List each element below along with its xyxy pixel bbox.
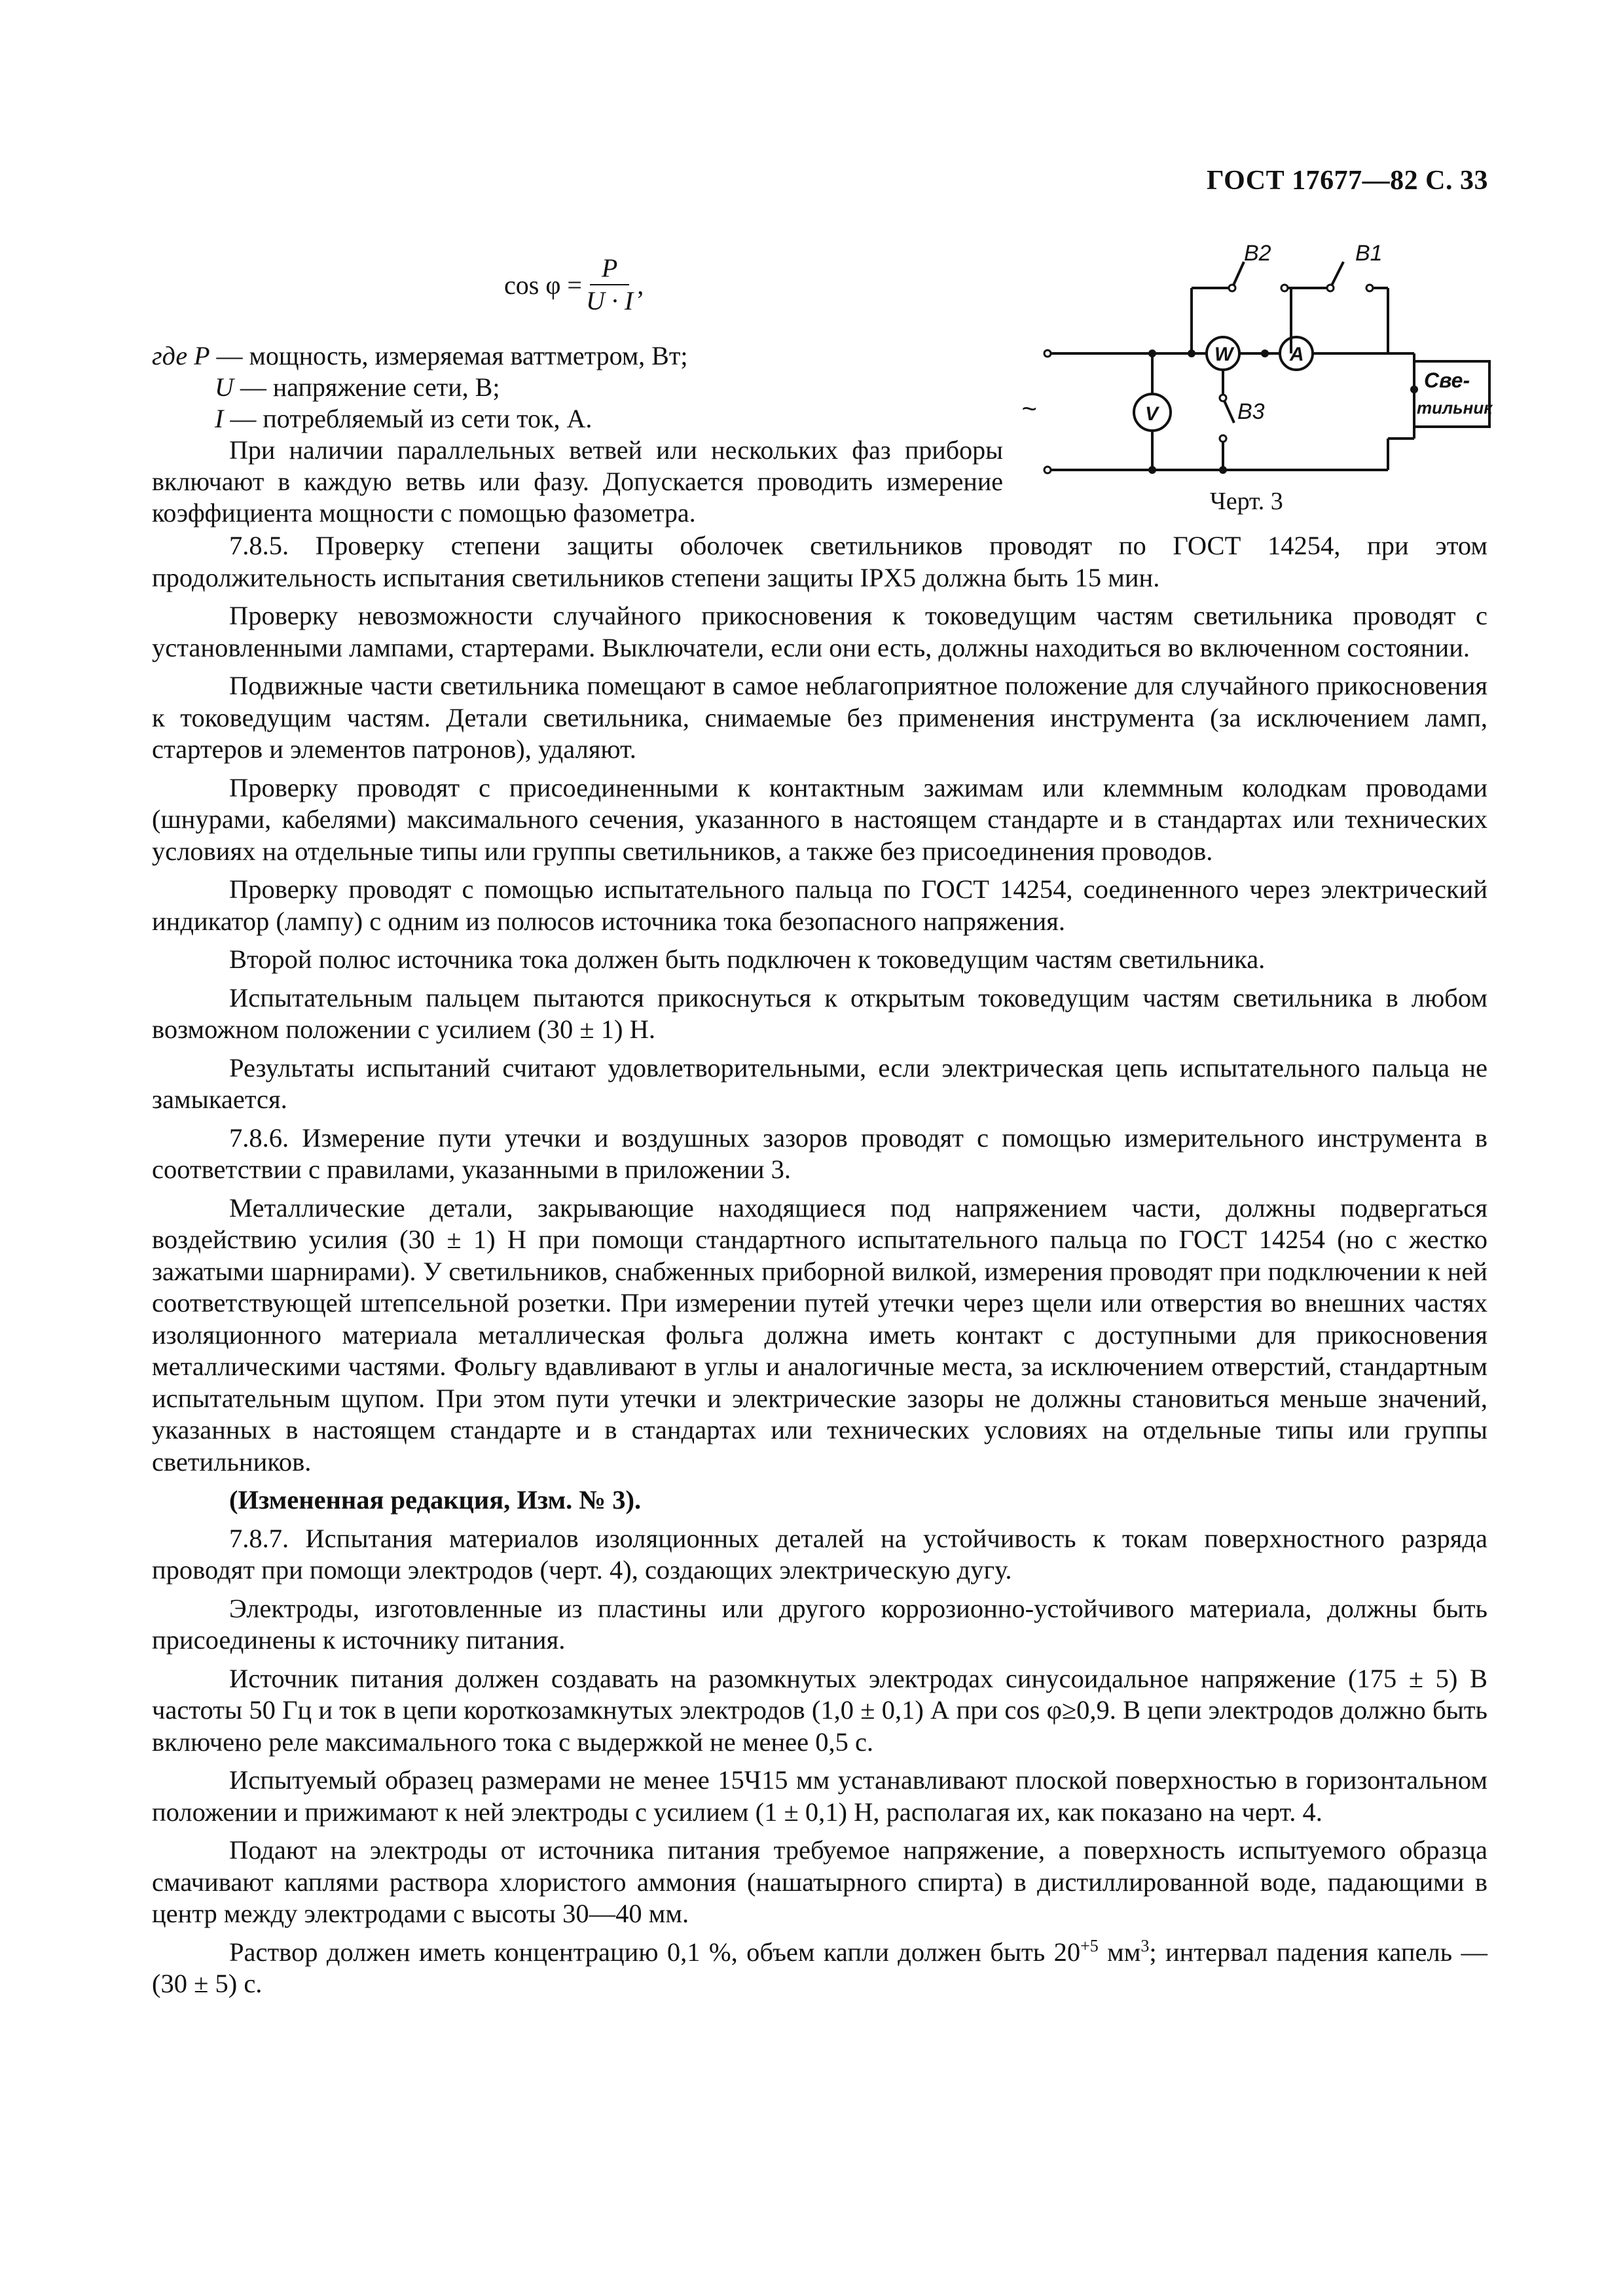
definition-symbol: где P — [152, 341, 210, 370]
page-header: ГОСТ 17677—82 С. 33 — [1206, 166, 1488, 196]
definition-symbol: I — [215, 404, 224, 433]
voltmeter-label: V — [1145, 403, 1159, 425]
paragraph: Испытательным пальцем пытаются прикоснуться к открытым токоведущим частям светильника в любом возможном положении с усилием (30 ± 1) Н. — [152, 982, 1487, 1044]
formula-fraction — [586, 254, 633, 315]
ac-source-symbol: ~ — [1021, 395, 1037, 423]
paragraph-last — [152, 1937, 1487, 2000]
ammeter-label: A — [1290, 344, 1304, 365]
paragraph: Источник питания должен создавать на разомкнутых электродах синусоидальное напряжение (175 ± 5) В частоты 50 Гц и ток в цепи короткозамкнутых электродов (1,0 ± 0,1) А при cos φ≥0,9. В цепи электродов должно быть включено реле максимального тока с выдержкой не менее 0,5 с. — [152, 1663, 1487, 1757]
definition-i — [152, 403, 1003, 435]
paragraph: Проверку невозможности случайного прикосновения к токоведущим частям светильника проводят с установленными лампами, стартерами. Выключатели, если они есть, должны находиться во включенном состоянии. — [152, 601, 1487, 662]
formula-trail: , — [637, 270, 644, 300]
formula-lhs: cos φ = — [504, 270, 582, 300]
switch-b1-label: B1 — [1355, 242, 1383, 266]
figure-caption: Черт. 3 — [1210, 488, 1283, 515]
paragraph: Проверку проводят с помощью испытательного пальца по ГОСТ 14254, соединенного через электрический индикатор (лампу) с одним из полюсов источника тока безопасного напряжения. — [152, 874, 1487, 936]
definition-symbol: U — [215, 372, 234, 402]
text-segment: мм — [1098, 1937, 1141, 1967]
text-segment: ; интервал падения капель — (30 ± 5) с. — [152, 1937, 1488, 1998]
intro-paragraph-block — [152, 435, 1003, 529]
switch-b2-label: B2 — [1244, 242, 1271, 266]
power-factor-formula — [504, 254, 644, 315]
paragraph: 7.8.5. Проверку степени защиты оболочек светильников проводят по ГОСТ 14254, при этом продолжительность испытания светильников степени защиты IPX5 должна быть 15 мин. — [152, 531, 1487, 592]
paragraph: 7.8.6. Измерение пути утечки и воздушных зазоров проводят с помощью измерительного инструмента в соответствии с правилами, указанными в приложении 3. — [152, 1122, 1487, 1184]
switch-b3-label: B3 — [1237, 399, 1265, 424]
paragraph: Результаты испытаний считают удовлетворительными, если электрическая цепь испытательного пальца не замыкается. — [152, 1052, 1487, 1114]
superscript: +5 — [1080, 1936, 1099, 1955]
paragraph: Испытуемый образец размерами не менее 15Ч15 мм устанавливают плоской поверхностью в горизонтальном положении и прижимают к ней электроды с усилием (1 ± 0,1) Н, располагая их, как показано на черт. 4. — [152, 1765, 1487, 1827]
luminaire-label-line2: тильник — [1417, 398, 1493, 418]
paragraph: 7.8.7. Испытания материалов изоляционных деталей на устойчивость к токам поверхностного разряда проводят при помощи электродов (черт. 4), создающих электрическую дугу. — [152, 1523, 1487, 1585]
formula-denominator: U · I — [585, 286, 634, 315]
definition-p — [152, 340, 1003, 372]
circuit-diagram — [1021, 242, 1493, 517]
amendment-note: (Измененная редакция, Изм. № 3). — [229, 1485, 642, 1515]
definition-text: — потребляемый из сети ток, А. — [230, 404, 593, 433]
definition-text: — напряжение сети, В; — [240, 372, 500, 402]
intro-paragraph: При наличии параллельных ветвей или нескольких фаз приборы включают в каждую ветвь или фазу. Допускается проводить измерение коэффициента мощности с помощью фазометра. — [152, 435, 1003, 528]
main-text — [152, 530, 1487, 2007]
wattmeter-label: W — [1214, 344, 1233, 365]
paragraph: Электроды, изготовленные из пластины или другого коррозионно-устойчивого материала, должны быть присоединены к источнику питания. — [152, 1593, 1487, 1655]
paragraph: Металлические детали, закрывающие находящиеся под напряжением части, должны подвергаться воздействию усилия (30 ± 1) Н при помощи стандартного испытательного пальца по ГОСТ 14254 (но с жестко зажатыми шарнирами). У светильников, снабженных приборной вилкой, измерения проводят при подключении к ней соответствующей штепсельной розетки. При измерении путей утечки через щели или отверстия во внешних частях изоляционного материала металлическая фольга должна иметь контакт с доступными для прикосновения металлическими частями. Фольгу вдавливают в углы и аналогичные места, за исключением отверстий, стандартным испытательным щупом. При этом пути утечки и электрические зазоры не должны становиться меньше значений, указанных в настоящем стандарте и в стандартах или технических условиях на отдельные типы или группы светильников. — [152, 1193, 1487, 1477]
text-segment: Раствор должен иметь концентрацию 0,1 %, объем капли должен быть 20 — [229, 1937, 1081, 1967]
paragraph: Подвижные части светильника помещают в самое неблагоприятное положение для случайного прикосновения к токоведущим частям. Детали светильника, снимаемые без применения инструмента (за исключением ламп, стартеров и элементов патронов), удаляют. — [152, 671, 1487, 764]
luminaire-label-line1: Све- — [1424, 368, 1470, 392]
paragraph: Проверку проводят с присоединенными к контактным зажимам или клеммным колодкам проводами (шнурами, кабелями) максимального сечения, указанного в настоящем стандарте и в стандартах или технических условиях на отдельные типы или группы светильников, а также без присоединения проводов. — [152, 772, 1487, 866]
definition-u — [152, 372, 1003, 403]
superscript: 3 — [1140, 1936, 1150, 1955]
paragraph: Подают на электроды от источника питания требуемое напряжение, а поверхность испытуемого образца смачивают каплями раствора хлористого аммония (нашатырного спирта) в дистиллированной воде, падающими в центр между электродами с высоты 30—40 мм. — [152, 1835, 1487, 1928]
formula-definitions — [152, 340, 1003, 435]
definition-text: — мощность, измеряемая ваттметром, Вт; — [216, 341, 688, 370]
paragraph: Второй полюс источника тока должен быть подключен к токоведущим частям светильника. — [229, 944, 1266, 974]
formula-numerator: P — [590, 254, 629, 285]
